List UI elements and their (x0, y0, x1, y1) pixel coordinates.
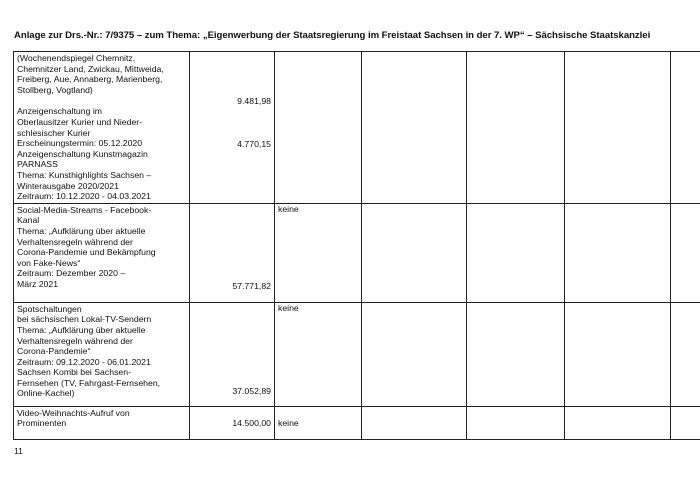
amount-value: 57.771,82 (232, 280, 271, 291)
empty-cell (671, 302, 700, 406)
amount-cell (190, 406, 275, 439)
description-cell (14, 406, 190, 439)
note-text: keine (278, 302, 299, 313)
description-text: Spotschaltungen bei sächsischen Lokal-TV-Sendern Thema: „Aufklärung über aktuelle Verhaltensregeln während der Corona-Pandemie“ Zeitraum: 09.12.2020 - 06.01.2021 Sachsen Kombi bei Sachsen- Fernsehen (TV, Fahrgast-Fernsehen, Online-Kachel) (17, 303, 161, 399)
empty-cell (671, 203, 700, 302)
description-cell (14, 203, 190, 302)
description-cell (14, 52, 190, 204)
page-number: 11 (14, 446, 23, 456)
empty-cell (362, 406, 467, 439)
empty-cell (362, 302, 467, 406)
amount-value: 37.052,89 (232, 385, 271, 396)
empty-cell (467, 52, 565, 204)
amount-value: 9.481,98 (237, 96, 271, 106)
description-text: Anzeigenschaltung im Oberlausitzer Kurier und Nieder- schlesischer Kurier Erscheinungstermin: 05.12.2020 Anzeigenschaltung Kunstmagazin PARNASS Thema: Kunsthighlights Sachsen – Winterausgabe 2020/2021 Zeitraum: 10.12.2020 - 04.03.2021 (17, 106, 152, 202)
note-text: keine (278, 203, 299, 214)
amount-value: 4.770,15 (237, 138, 271, 149)
empty-cell (362, 52, 467, 204)
description-text: (Wochenendspiegel Chemnitz, Chemnitzer Land, Zwickau, Mittweida, Freiberg, Aue, Annaberg, Marienberg, Stollberg, Vogtland) (17, 53, 164, 95)
note-cell (275, 52, 362, 204)
description-text: Social-Media-Streams - Facebook- Kanal Thema: „Aufklärung über aktuelle Verhaltensregeln während der Corona-Pandemie und Bekämpfung von Fake-News“ Zeitraum: Dezember 2020 – März 2021 (17, 204, 156, 289)
empty-cell (467, 406, 565, 439)
empty-cell (565, 302, 671, 406)
empty-cell (671, 52, 700, 204)
empty-cell (565, 203, 671, 302)
empty-cell (565, 52, 671, 204)
note-cell (275, 406, 362, 439)
note-cell (275, 302, 362, 406)
table-row (14, 203, 700, 302)
description-text: Video-Weihnachts-Aufruf von Prominenten (17, 407, 130, 429)
empty-cell (565, 406, 671, 439)
amount-value: 14.500,00 (232, 417, 271, 428)
description-cell (14, 302, 190, 406)
table-row (14, 406, 700, 439)
page-header-title: Anlage zur Drs.-Nr.: 7/9375 – zum Thema: „Eigenwerbung der Staatsregierung im Freistaat Sachsen in der 7. WP“ – Sächsische Staatskanzlei (14, 30, 651, 41)
empty-cell (362, 203, 467, 302)
empty-cell (467, 302, 565, 406)
note-cell (275, 203, 362, 302)
empty-cell (671, 406, 700, 439)
table-row (14, 52, 700, 204)
advertising-table (13, 51, 700, 440)
empty-cell (467, 203, 565, 302)
amount-cell (190, 203, 275, 302)
amount-cell (190, 302, 275, 406)
note-text: keine (278, 417, 299, 428)
table-row (14, 302, 700, 406)
amount-cell (190, 52, 275, 204)
